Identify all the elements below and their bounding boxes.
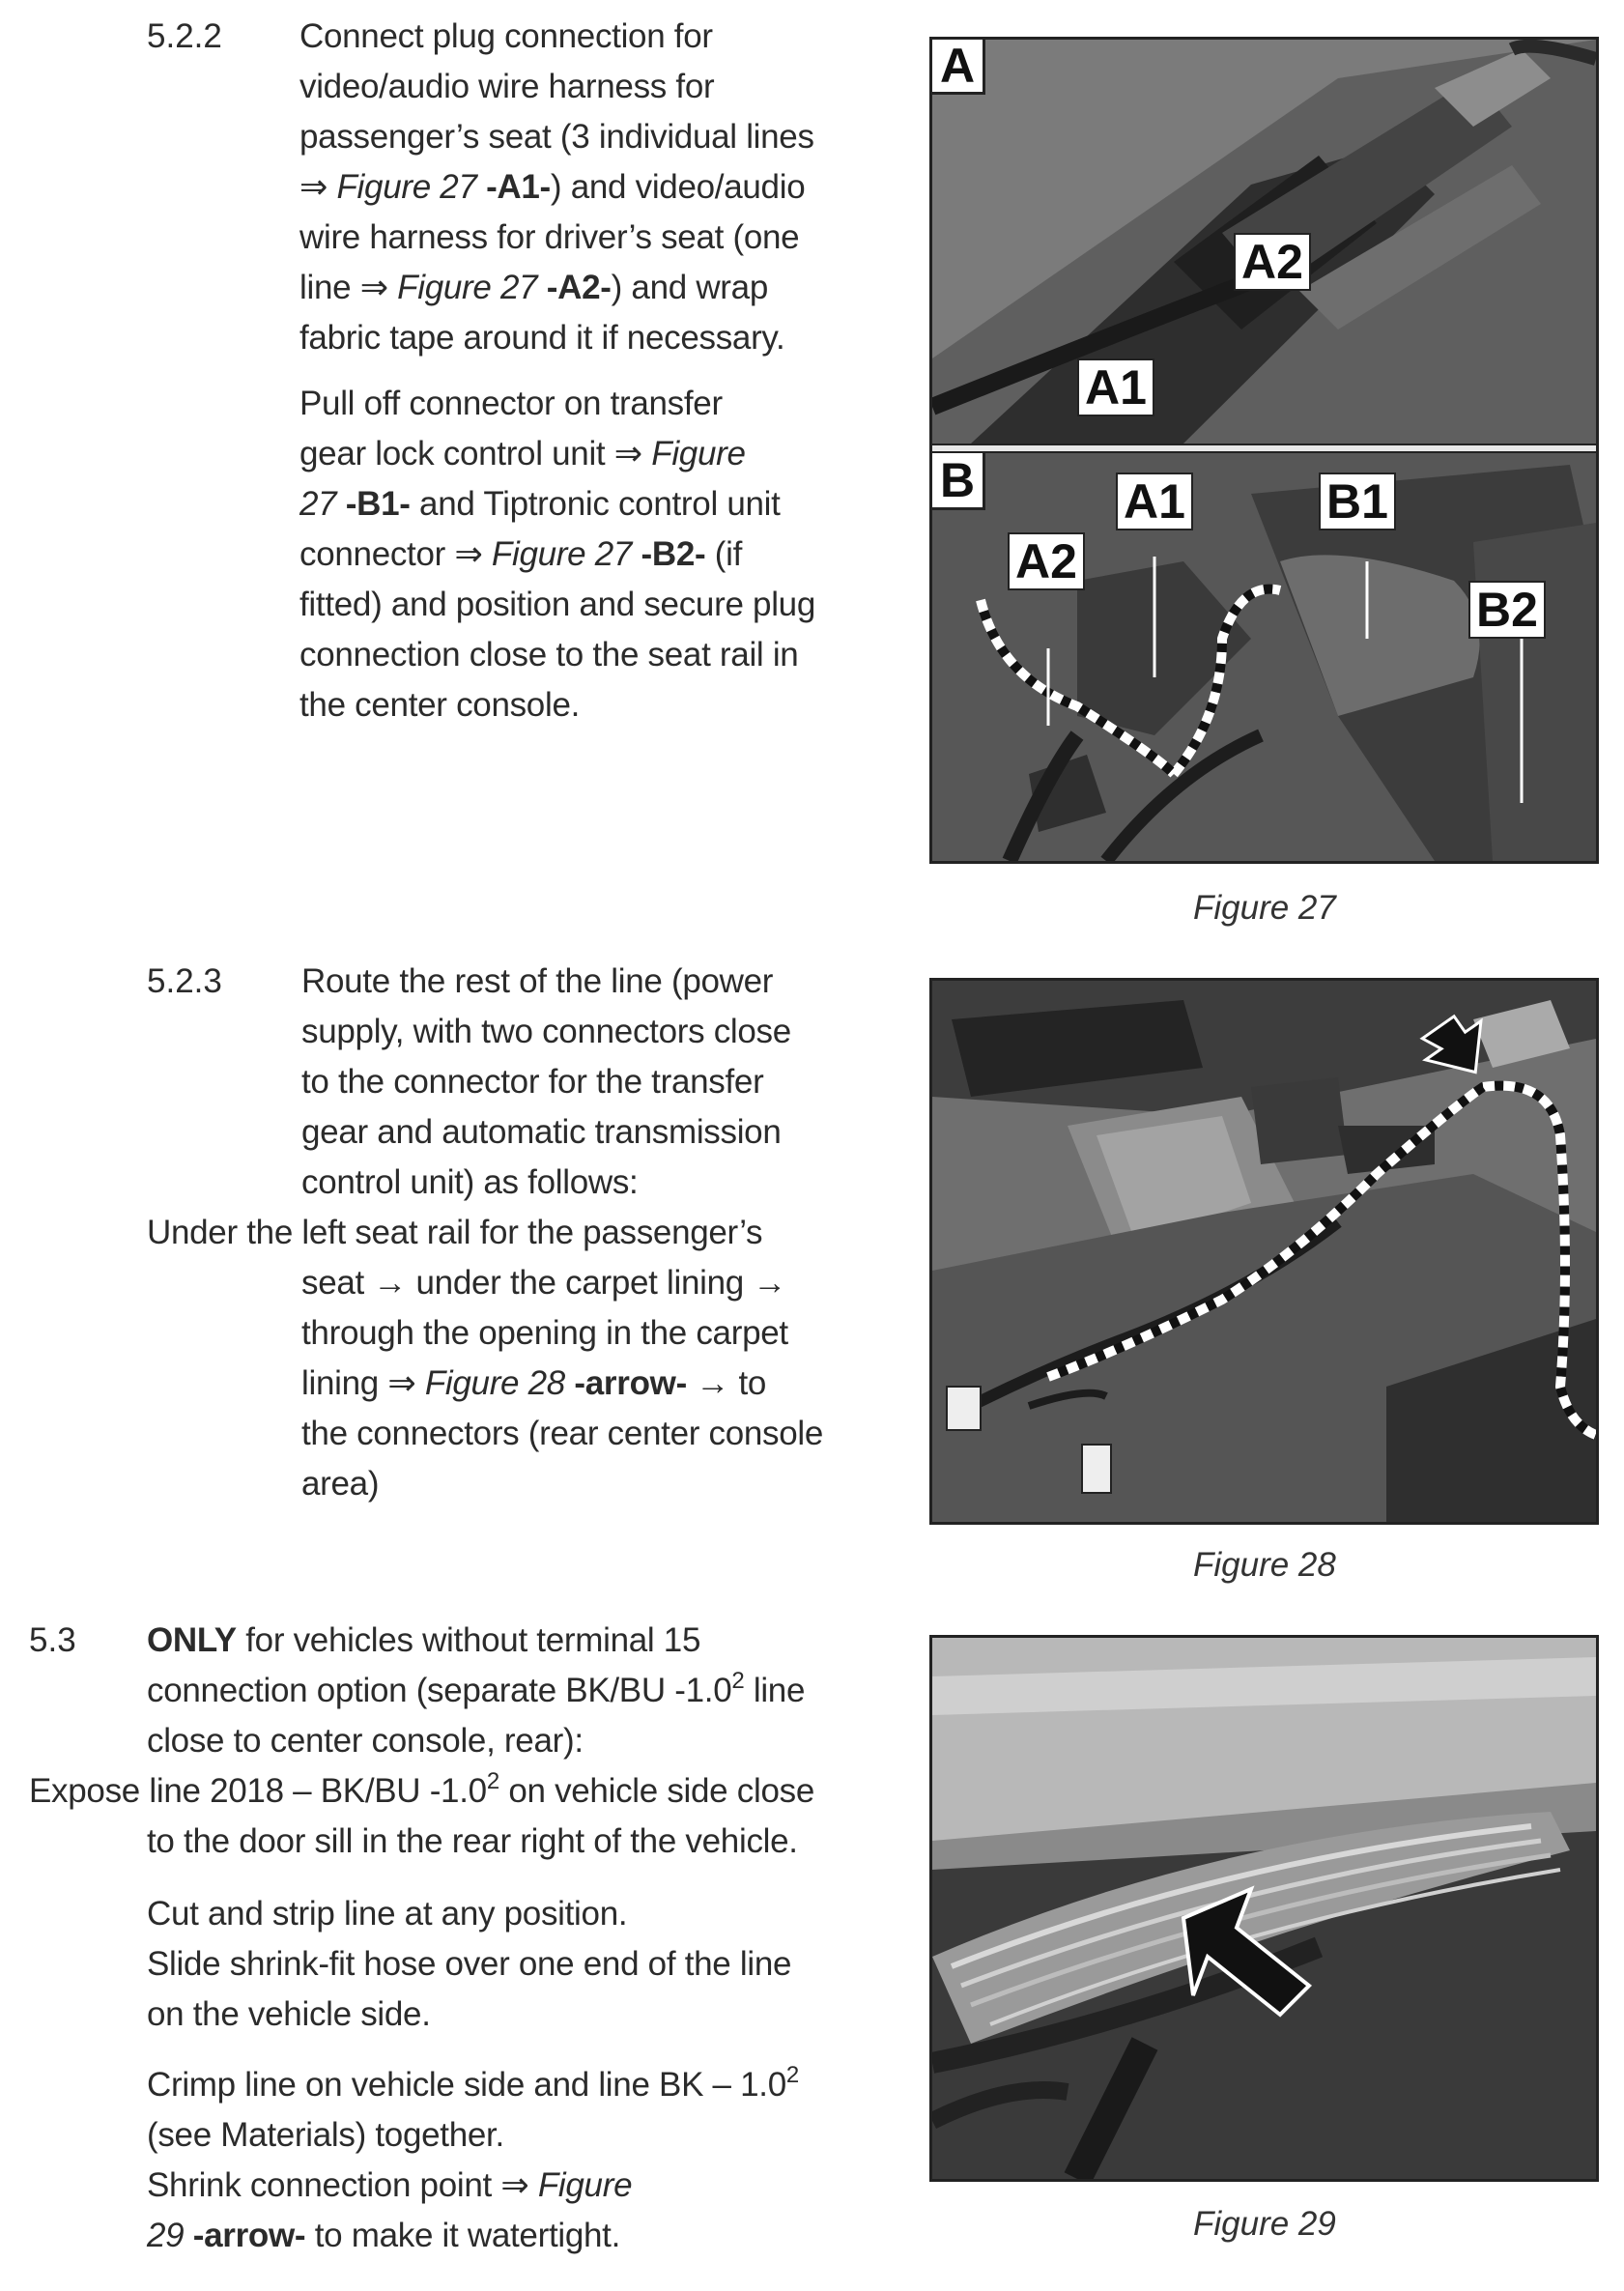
text-line: connection close to the seat rail in — [299, 636, 799, 673]
callout-label: -B2- — [632, 535, 706, 573]
text-line — [299, 479, 815, 530]
text-run: → to — [686, 1364, 767, 1402]
text-run: ) and wrap — [611, 269, 768, 306]
figure-reference-link[interactable]: Figure — [641, 435, 746, 473]
section-5-3-body — [147, 1817, 798, 1867]
text-line — [299, 429, 815, 479]
arrow-glyph: ⇒ — [387, 1364, 416, 1402]
text-line: Connect plug connection for — [299, 17, 713, 55]
section-number-5-3: 5.3 — [29, 1621, 76, 1659]
figure-reference-link[interactable]: Figure 27 — [387, 269, 538, 306]
panel-b-letter: B — [932, 453, 985, 510]
callout-label: -A1- — [476, 168, 551, 206]
section-5-2-3-route-steps — [301, 1258, 823, 1509]
text-line — [299, 263, 814, 313]
callout-label: -A2- — [537, 269, 612, 306]
text-line: passenger’s seat (3 individual lines — [299, 118, 814, 156]
text-line: seat → under the carpet lining → — [301, 1264, 787, 1302]
panel-a-letter: A — [932, 40, 985, 95]
text-line — [299, 530, 815, 580]
emphasis-only: ONLY — [147, 1621, 237, 1659]
text-line: area) — [301, 1465, 380, 1503]
text-run: (if — [705, 535, 743, 573]
text-run: and Tiptronic control unit — [410, 485, 781, 523]
arrow-glyph: ⇒ — [454, 535, 483, 573]
figure-27-image — [929, 37, 1599, 864]
text-run: Expose line 2018 – BK/BU -1.0 — [29, 1772, 487, 1810]
text-line: video/audio wire harness for — [299, 68, 715, 105]
section-5-3-crimp — [147, 2060, 799, 2261]
text-line: to the connector for the transfer — [301, 1063, 764, 1101]
figure-reference-link[interactable]: 29 — [147, 2217, 185, 2254]
text-line — [147, 2060, 799, 2110]
figure-27-photo — [932, 40, 1596, 861]
text-line: to the door sill in the rear right of the vehicle. — [147, 1822, 798, 1860]
superscript: 2 — [486, 1768, 499, 1794]
text-line — [301, 1359, 823, 1409]
section-number-5-2-3: 5.2.3 — [147, 962, 222, 1000]
superscript: 2 — [731, 1668, 745, 1694]
section-5-2-2-paragraph-2 — [299, 379, 815, 730]
callout-a2-panel-a: A2 — [1234, 233, 1311, 291]
text-line — [299, 162, 814, 213]
figure-reference-link[interactable]: Figure 28 — [415, 1364, 565, 1402]
text-line: through the opening in the carpet — [301, 1314, 788, 1352]
text-run: on vehicle side close — [499, 1772, 814, 1810]
arrow-glyph: ⇒ — [500, 2166, 529, 2204]
text-line — [147, 1616, 805, 1666]
text-line — [147, 2211, 799, 2261]
text-run: ) and video/audio — [550, 168, 806, 206]
text-line: Pull off connector on transfer — [299, 385, 723, 422]
section-5-3-intro — [147, 1616, 805, 1766]
text-run: gear lock control unit — [299, 435, 614, 473]
callout-b2-panel-b: B2 — [1468, 581, 1546, 639]
figure-reference-link[interactable]: Figure 27 — [482, 535, 633, 573]
section-5-3-expose-line — [29, 1766, 814, 1817]
text-line: close to center console, rear): — [147, 1722, 584, 1760]
callout-label: -arrow- — [184, 2217, 306, 2254]
text-run: for vehicles without terminal 15 — [236, 1621, 701, 1659]
callout-label: -B1- — [336, 485, 411, 523]
text-line — [147, 2161, 799, 2211]
text-line: supply, with two connectors close — [301, 1013, 791, 1050]
figure-27-caption: Figure 27 — [1193, 889, 1336, 927]
text-line: Route the rest of the line (power — [301, 962, 774, 1000]
text-line: gear and automatic transmission — [301, 1113, 782, 1151]
text-line: Cut and strip line at any position. — [147, 1895, 628, 1933]
text-line: wire harness for driver’s seat (one — [299, 218, 800, 256]
text-line: control unit) as follows: — [301, 1163, 639, 1201]
text-line: the connectors (rear center console — [301, 1415, 824, 1452]
figure-reference-link[interactable]: 27 — [299, 485, 337, 523]
text-run: Crimp line on vehicle side and line BK – 1.0 — [147, 2066, 786, 2104]
text-run: Shrink connection point — [147, 2166, 501, 2204]
text-line: the center console. — [299, 686, 581, 724]
section-5-3-cut-strip — [147, 1889, 791, 2040]
section-5-2-3-text — [301, 957, 791, 1208]
section-number-5-2-2: 5.2.2 — [147, 17, 222, 55]
text-line: Slide shrink-fit hose over one end of the line — [147, 1945, 792, 1983]
figure-29-caption: Figure 29 — [1193, 2205, 1336, 2243]
text-run: to make it watertight. — [305, 2217, 621, 2254]
text-line — [147, 1666, 805, 1716]
figure-28-caption: Figure 28 — [1193, 1546, 1336, 1584]
text-run: connector — [299, 535, 455, 573]
arrow-glyph: ⇒ — [299, 168, 328, 206]
text-line: fabric tape around it if necessary. — [299, 319, 785, 357]
text-line: fitted) and position and secure plug — [299, 586, 816, 623]
text-line: on the vehicle side. — [147, 1995, 431, 2033]
figure-reference-link[interactable]: Figure 27 — [336, 168, 477, 206]
arrow-glyph: ⇒ — [359, 269, 388, 306]
callout-a1-panel-a: A1 — [1077, 358, 1154, 416]
text-line: (see Materials) together. — [147, 2116, 504, 2154]
figure-29-photo — [932, 1638, 1596, 2179]
section-5-2-3-route-line: Under the left seat rail for the passenger’s — [147, 1214, 763, 1251]
superscript: 2 — [785, 2062, 799, 2088]
arrow-glyph: ⇒ — [613, 435, 642, 473]
callout-label: -arrow- — [564, 1364, 687, 1402]
callout-a1-panel-b: A1 — [1116, 473, 1193, 530]
text-run: line — [744, 1672, 806, 1709]
text-run: lining — [301, 1364, 388, 1402]
text-run: line — [299, 269, 360, 306]
callout-b1-panel-b: B1 — [1319, 473, 1396, 530]
figure-29-image — [929, 1635, 1599, 2182]
callout-a2-panel-b: A2 — [1008, 532, 1085, 590]
figure-28-image — [929, 978, 1599, 1525]
figure-28-photo — [932, 981, 1596, 1522]
text-run: connection option (separate BK/BU -1.0 — [147, 1672, 732, 1709]
figure-reference-link[interactable]: Figure — [528, 2166, 633, 2204]
section-5-2-2-paragraph-1 — [299, 12, 814, 363]
